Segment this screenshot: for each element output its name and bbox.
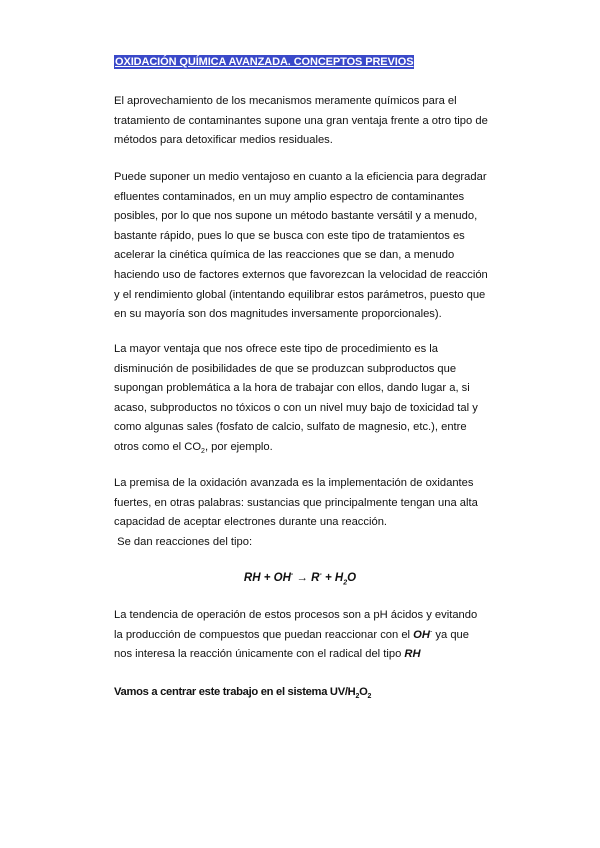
eq-oh-charge: -	[290, 571, 294, 579]
text-segment: ya que	[432, 628, 469, 641]
text-line: en su mayoría son dos magnitudes inversamente proporcionales).	[114, 308, 442, 321]
text-line: La mayor ventaja que nos ofrece este tipo de procedimiento es la	[114, 343, 439, 355]
text-segment: nos interesa la reacción únicamente con el radical del tipo	[114, 648, 405, 661]
section-heading	[114, 56, 414, 68]
text-line: disminución de posibilidades de que se produzcan subproductos que	[114, 362, 457, 375]
text-line: y el rendimiento global (intentando equilibrar estos parámetros, puesto que	[114, 288, 486, 301]
text-line: Se dan reacciones del tipo:	[114, 535, 253, 548]
text-line: efluentes contaminados, en un muy amplio espectro de contaminantes	[114, 190, 465, 203]
text-line: tratamiento de contaminantes supone una gran ventaja frente a otro tipo de	[114, 114, 488, 127]
co2-subscript: 2	[201, 448, 205, 456]
co2-prefix: otros como el CO	[114, 440, 202, 453]
text-line: El aprovechamiento de los mecanismos meramente químicos para el	[114, 95, 457, 107]
text-line	[114, 438, 494, 458]
text-line: supongan problemática a la hora de trabajar con ellos, dando lugar a, si	[114, 382, 470, 395]
eq-r-charge: -	[319, 571, 322, 579]
text-line: bastante rápido, pues lo que se busca con este tipo de tratamientos es	[114, 229, 465, 242]
eq-arrow-product: → R	[293, 572, 320, 584]
oh-charge: -	[429, 627, 433, 635]
closing-text: Vamos a centrar este trabajo en el sistema UV/H	[114, 686, 356, 698]
text-line: métodos para detoxificar medios residuales.	[114, 134, 333, 147]
text-line: acaso, subproductos no tóxicos o con un nivel muy bajo de toxicidad tal y	[114, 401, 478, 414]
rh-formula: RH	[404, 648, 421, 661]
text-line: acelerar la cinética química de las reacciones que se dan, a menudo	[114, 249, 455, 262]
text-line: La tendencia de operación de estos procesos son a pH ácidos y evitando	[114, 609, 478, 621]
eq-water-o: O	[347, 572, 357, 584]
closing-o: O	[359, 686, 368, 698]
co2-suffix: , por ejemplo.	[204, 440, 273, 453]
eq-reactants: RH + OH	[243, 572, 291, 584]
text-line: fuertes, en otras palabras: sustancias que principalmente tengan una alta	[114, 496, 478, 509]
paragraph-4	[114, 474, 494, 552]
eq-water-h: + H	[321, 572, 344, 584]
text-line: capacidad de aceptar electrones durante una reacción.	[114, 516, 388, 529]
text-line	[114, 645, 494, 665]
eq-water-subscript: 2	[343, 579, 348, 587]
text-line: como algunas sales (fosfato de calcio, sulfato de magnesio, etc.), entre	[114, 421, 467, 434]
paragraph-1	[114, 92, 494, 151]
text-segment: la producción de compuestos que puedan reaccionar con el	[114, 628, 414, 641]
reaction-equation	[0, 571, 600, 587]
paragraph-5	[114, 606, 494, 665]
text-line: haciendo uso de factores externos que favorezcan la velocidad de reacción	[114, 268, 488, 281]
closing-sub-2: 2	[367, 693, 372, 701]
text-line: La premisa de la oxidación avanzada es la implementación de oxidantes	[114, 477, 474, 489]
oh-formula: OH	[413, 628, 430, 641]
paragraph-3	[114, 340, 494, 458]
text-line: Puede suponer un medio ventajoso en cuanto a la eficiencia para degradar	[114, 171, 487, 183]
paragraph-2	[114, 168, 494, 325]
heading-text: OXIDACIÓN QUÍMICA AVANZADA. CONCEPTOS PREVIOS	[115, 56, 414, 68]
text-line	[114, 626, 494, 646]
closing-sub-1: 2	[355, 693, 360, 701]
text-line: posibles, por lo que nos supone un método bastante versátil y a menudo,	[114, 210, 478, 223]
closing-statement	[114, 686, 372, 701]
